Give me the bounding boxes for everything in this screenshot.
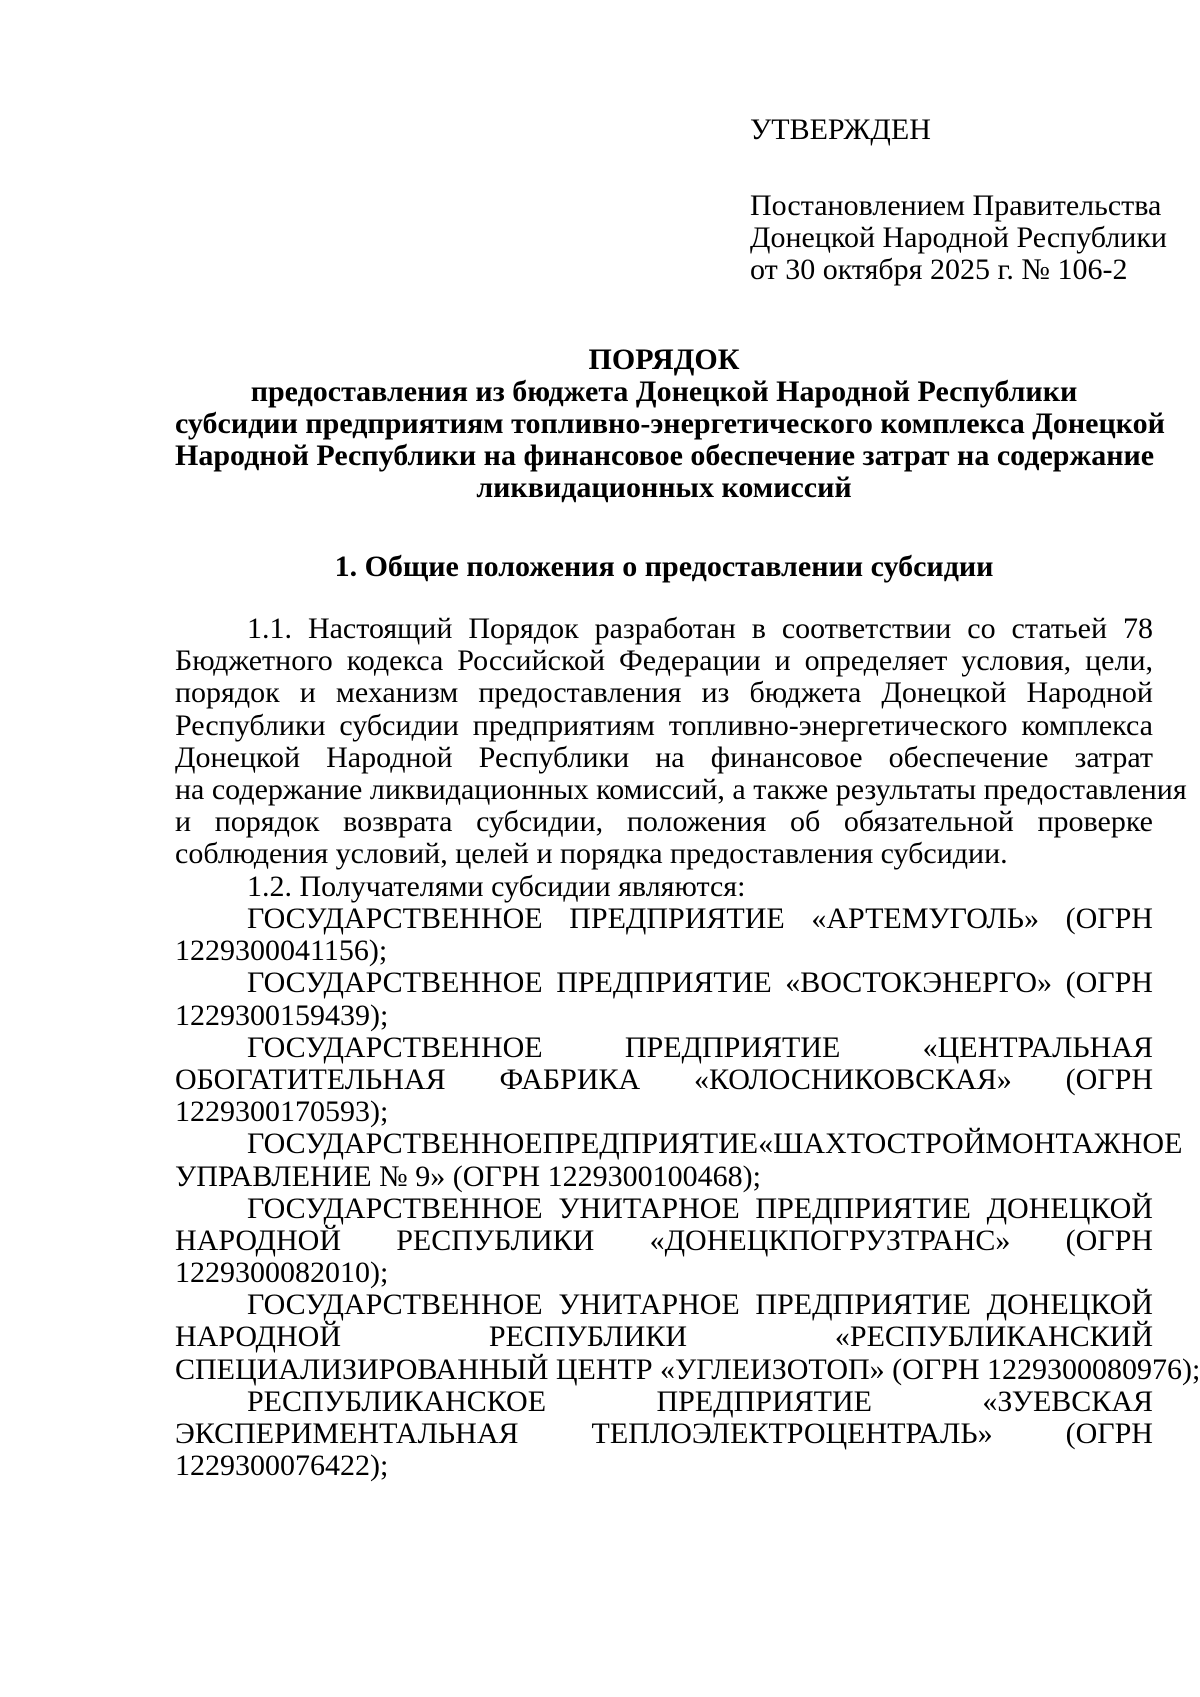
recipient-word: ПРЕДПРИЯТИЕ <box>542 1127 759 1161</box>
recipient-word: «ДОНЕЦКПОГРУЗТРАНС» <box>649 1223 1011 1257</box>
title-line: Народной Республики на финансовое обеспечение затрат на содержание <box>175 439 1155 472</box>
recipient-word: «КОЛОСНИКОВСКАЯ» <box>694 1062 1012 1096</box>
paragraph-line: и порядок возврата субсидии, положения об обязательной проверке <box>175 805 1153 839</box>
paragraph-1-1 <box>175 612 1187 871</box>
recipient-item <box>175 1386 1153 1483</box>
paragraph-line: Донецкой Народной Республики на финансовое обеспечение затрат <box>175 740 1153 774</box>
recipient-line <box>175 1064 1153 1096</box>
paragraph-line: порядок и механизм предоставления из бюджета Донецкой Народной <box>175 676 1153 710</box>
recipient-word: ГОСУДАРСТВЕННОЕ <box>247 1030 543 1064</box>
recipient-item <box>175 1032 1153 1129</box>
recipient-item <box>175 1193 1153 1290</box>
approval-line: Постановлением Правительства <box>750 189 1162 222</box>
recipient-line <box>175 1352 1200 1386</box>
recipient-line <box>175 935 1153 967</box>
recipient-line <box>175 1418 1153 1450</box>
recipient-word: ОБОГАТИТЕЛЬНАЯ <box>175 1062 446 1096</box>
paragraph-line: соблюдения условий, целей и порядка предоставления субсидии. <box>175 837 1008 871</box>
recipient-word: УНИТАРНОЕ <box>558 1191 740 1225</box>
recipient-line <box>175 1032 1153 1064</box>
recipient-word: «РЕСПУБЛИКАНСКИЙ <box>834 1320 1153 1354</box>
recipient-word: УПРАВЛЕНИЕ № 9» (ОГРН 1229300100468); <box>175 1159 761 1193</box>
recipient-word: ГОСУДАРСТВЕННОЕ <box>247 1191 543 1225</box>
recipient-word: 1229300082010); <box>175 1256 389 1290</box>
recipient-word: СПЕЦИАЛИЗИРОВАННЫЙ ЦЕНТР «УГЛЕИЗОТОП» (ОГРН 1229300080976); <box>175 1352 1200 1386</box>
recipient-word: «ВОСТОКЭНЕРГО» <box>785 966 1053 1000</box>
recipient-word: ЭКСПЕРИМЕНТАЛЬНАЯ <box>175 1417 519 1450</box>
recipient-word: «ЦЕНТРАЛЬНАЯ <box>922 1030 1153 1064</box>
recipient-word: (ОГРН <box>1065 1223 1153 1257</box>
recipient-word: «АРТЕМУГОЛЬ» <box>811 902 1039 935</box>
recipient-line <box>175 1193 1153 1225</box>
approval-label: УТВЕРЖДЕН <box>750 113 931 146</box>
title-heading: ПОРЯДОК <box>588 343 740 376</box>
paragraph-line: Республики субсидии предприятиям топливно-энергетического комплекса <box>175 708 1153 742</box>
recipient-word: ФАБРИКА <box>499 1062 641 1096</box>
recipient-word: НАРОДНОЙ <box>175 1223 342 1257</box>
recipient-word: 1229300041156); <box>175 934 388 968</box>
recipient-word: ГОСУДАРСТВЕННОЕ <box>247 966 543 1000</box>
title-line: субсидии предприятиям топливно-энергетического комплекса Донецкой <box>175 407 1165 440</box>
recipient-word: ТЕПЛОЭЛЕКТРОЦЕНТРАЛЬ» <box>591 1417 993 1450</box>
recipient-word: (ОГРН <box>1065 1417 1153 1450</box>
recipient-item <box>175 967 1153 1031</box>
title-line: ликвидационных комиссий <box>476 471 852 504</box>
recipient-word: «ЗУЕВСКАЯ <box>982 1384 1153 1418</box>
recipient-word: «ШАХТОСТРОЙМОНТАЖНОЕ <box>758 1127 1183 1161</box>
paragraph-line: Бюджетного кодекса Российской Федерации и определяет условия, цели, <box>175 644 1153 678</box>
recipient-word: РЕСПУБЛИКАНСКОЕ <box>247 1384 547 1418</box>
recipient-word: РЕСПУБЛИКИ <box>488 1320 687 1354</box>
paragraph-line: 1.2. Получателями субсидии являются: <box>247 870 746 903</box>
recipients-list <box>175 902 1200 1483</box>
paragraph-line: 1.1. Настоящий Порядок разработан в соответствии со статьей 78 <box>247 612 1153 645</box>
recipient-word: ДОНЕЦКОЙ <box>986 1191 1153 1225</box>
recipient-word: РЕСПУБЛИКИ <box>396 1223 595 1257</box>
recipient-item <box>175 1288 1200 1386</box>
recipient-line <box>175 1386 1153 1418</box>
recipient-word: ГОСУДАРСТВЕННОЕ <box>247 1127 543 1161</box>
approval-line: Донецкой Народной Республики <box>750 221 1167 254</box>
recipient-word: НАРОДНОЙ <box>175 1320 342 1354</box>
approval-line: от 30 октября 2025 г. № 106-2 <box>750 253 1128 286</box>
recipient-line <box>175 1225 1153 1257</box>
recipient-line <box>175 1000 1153 1032</box>
recipient-word: ПРЕДПРИЯТИЕ <box>656 1384 872 1418</box>
section-heading: 1. Общие положения о предоставлении субсидии <box>334 550 994 583</box>
recipient-line <box>175 1161 1153 1193</box>
recipient-word: ГОСУДАРСТВЕННОЕ <box>247 902 543 935</box>
recipient-line <box>175 1321 1153 1353</box>
recipient-word: (ОГРН <box>1065 1062 1153 1096</box>
recipient-word: (ОГРН <box>1065 966 1153 1000</box>
recipient-word: ДОНЕЦКОЙ <box>986 1288 1153 1322</box>
recipient-line <box>175 1257 1153 1289</box>
recipient-word: (ОГРН <box>1065 902 1153 935</box>
recipient-word: ПРЕДПРИЯТИЕ <box>556 966 772 1000</box>
recipient-line <box>175 1096 1153 1128</box>
recipient-item <box>175 1127 1183 1193</box>
recipient-line <box>175 1127 1183 1161</box>
recipient-item <box>175 903 1153 967</box>
recipient-word: ПРЕДПРИЯТИЕ <box>569 902 785 935</box>
approval-stamp <box>750 114 1170 286</box>
title-line: предоставления из бюджета Донецкой Народной Республики <box>250 375 1078 408</box>
recipient-word: ГОСУДАРСТВЕННОЕ <box>247 1288 543 1322</box>
recipient-word: ПРЕДПРИЯТИЕ <box>624 1030 841 1064</box>
paragraph-line: на содержание ликвидационных комиссий, а также результаты предоставления <box>175 772 1187 806</box>
paragraph-1-2-intro <box>175 871 1153 903</box>
recipient-word: 1229300170593); <box>175 1095 389 1129</box>
recipient-word: ПРЕДПРИЯТИЕ <box>755 1288 971 1322</box>
recipient-word: ПРЕДПРИЯТИЕ <box>755 1191 971 1225</box>
recipient-line <box>175 1289 1153 1321</box>
document-title <box>175 343 1165 504</box>
recipient-line <box>175 903 1153 935</box>
recipient-line <box>175 1450 1153 1482</box>
recipient-word: 1229300076422); <box>175 1449 389 1483</box>
recipient-word: УНИТАРНОЕ <box>558 1288 740 1322</box>
recipient-word: 1229300159439); <box>175 998 389 1032</box>
recipient-line <box>175 967 1153 999</box>
